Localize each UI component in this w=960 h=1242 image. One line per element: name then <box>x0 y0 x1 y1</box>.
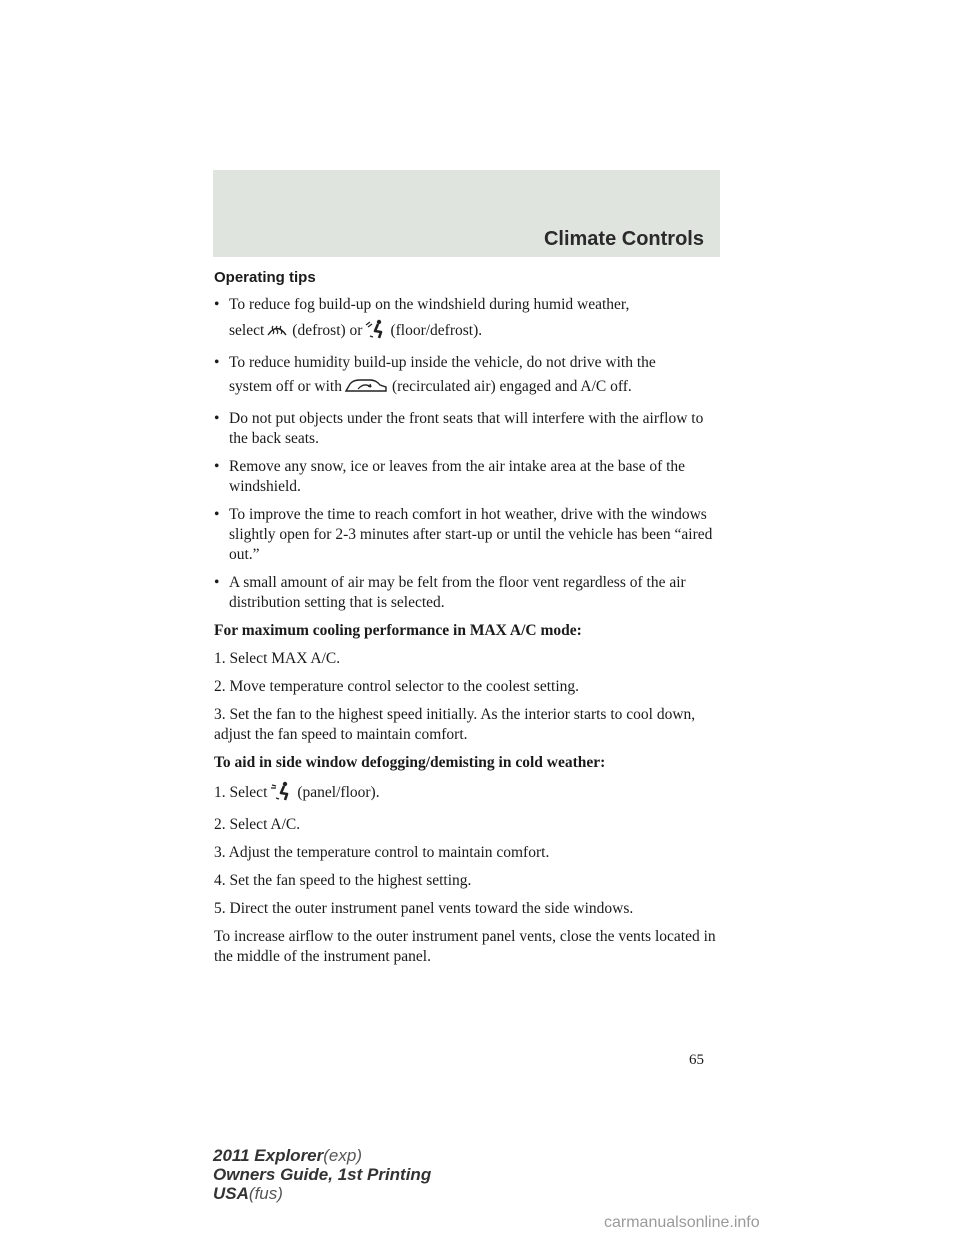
tip-text: To reduce humidity build-up inside the vehicle, do not drive with the <box>229 354 656 371</box>
floor-defrost-icon <box>364 319 386 345</box>
page-number: 65 <box>689 1052 704 1068</box>
airflow-note: To increase airflow to the outer instrument panel vents, close the vents located in the middle of the instrument panel. <box>214 928 716 965</box>
list-item: • To improve the time to reach comfort in hot weather, drive with the windows slightly open for 2-3 minutes after start-up or until the vehicle has been “aired out.” <box>214 505 724 565</box>
footer-line-1 <box>213 1146 431 1165</box>
max-cooling-heading: For maximum cooling performance in MAX A/C mode: <box>214 622 582 639</box>
step-text: (panel/floor). <box>297 784 380 801</box>
footer-market: USA <box>213 1184 249 1203</box>
windshield-defrost-icon <box>266 321 288 345</box>
max-cooling-step-2: 2. Move temperature control selector to the coolest setting. <box>214 678 579 695</box>
panel-floor-icon <box>269 781 293 807</box>
list-item: • A small amount of air may be felt from the floor vent regardless of the air distribution setting that is selected. <box>214 573 724 613</box>
footer-line-2: Owners Guide, 1st Printing <box>213 1165 432 1184</box>
side-window-step-5: 5. Direct the outer instrument panel vents toward the side windows. <box>214 900 634 917</box>
document-footer <box>213 1146 431 1203</box>
footer-market-code: (fus) <box>248 1184 283 1203</box>
operating-tips-heading: Operating tips <box>214 269 316 286</box>
list-item <box>214 295 724 345</box>
tip-text: To reduce fog build-up on the windshield during humid weather, <box>229 296 630 313</box>
step-text: 1. Select <box>214 784 268 801</box>
list-item: • Remove any snow, ice or leaves from the air intake area at the base of the windshield. <box>214 457 724 497</box>
max-cooling-step-1: 1. Select MAX A/C. <box>214 650 341 667</box>
page-content <box>214 268 724 975</box>
list-item: • Do not put objects under the front seats that will interfere with the airflow to the back seats. <box>214 409 724 449</box>
list-item <box>214 353 724 401</box>
tip-text: system off or with <box>229 378 342 395</box>
footer-model-code: (exp) <box>323 1146 362 1165</box>
watermark: carmanualsonline.info <box>604 1214 760 1231</box>
side-window-step-2: 2. Select A/C. <box>214 816 301 833</box>
operating-tips-list <box>214 295 724 613</box>
recirculated-air-icon <box>344 377 388 401</box>
section-header-band <box>213 170 720 257</box>
footer-model: 2011 Explorer <box>213 1146 324 1165</box>
tip-text: select <box>229 322 265 339</box>
footer-line-3 <box>213 1184 431 1203</box>
max-cooling-step-3: 3. Set the fan to the highest speed initially. As the interior starts to cool down, adjust the fan speed to maintain comfort. <box>214 706 696 743</box>
side-window-heading: To aid in side window defogging/demisting in cold weather: <box>214 754 606 771</box>
side-window-step-4: 4. Set the fan speed to the highest setting. <box>214 872 472 889</box>
section-title: Climate Controls <box>543 228 704 250</box>
tip-text: (defrost) or <box>292 322 363 339</box>
tip-text: (recirculated air) engaged and A/C off. <box>391 378 632 395</box>
side-window-step-1 <box>214 781 724 807</box>
tip-text: (floor/defrost). <box>390 322 483 339</box>
side-window-step-3: 3. Adjust the temperature control to maintain comfort. <box>214 844 550 861</box>
